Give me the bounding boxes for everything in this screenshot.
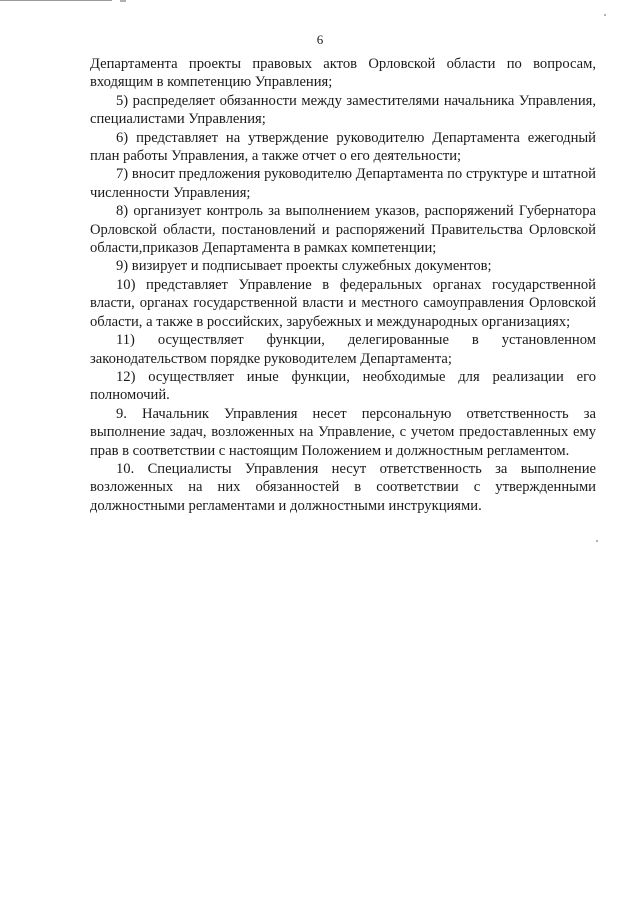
paragraph-item-11: 11) осуществляет функции, делегированные в установленном законодательством порядке руководителем Департамента; — [90, 332, 596, 367]
paragraph-continuation: Департамента проекты правовых актов Орловской области по вопросам, входящим в компетенцию Управления; — [90, 56, 596, 91]
paragraph-section-9: 9. Начальник Управления несет персональную ответственность за выполнение задач, возложенных на Управление, с учетом предоставленных ему прав в соответствии с настоящим Положением и должностным регламентом. — [90, 405, 596, 459]
scan-edge-line — [0, 0, 112, 4]
paragraph-item-5: 5) распределяет обязанности между заместителями начальника Управления, специалистами Управления; — [90, 92, 596, 128]
document-body — [90, 55, 596, 515]
paragraph-section-10: 10. Специалисты Управления несут ответственность за выполнение возложенных на них обязанностей в соответствии с утвержденными должностными регламентами и должностными инструкциями. — [90, 460, 596, 514]
paragraph-item-9: 9) визирует и подписывает проекты служебных документов; — [116, 258, 492, 275]
paragraph-item-6: 6) представляет на утверждение руководителю Департамента ежегодный план работы Управления, а также отчет о его деятельности; — [90, 129, 596, 165]
page-number: 6 — [316, 32, 324, 47]
scan-edge-mark — [120, 0, 126, 2]
scan-speck — [604, 14, 606, 16]
paragraph-item-8: 8) организует контроль за выполнением указов, распоряжений Губернатора Орловской области, постановлений и распоряжений Правительства Орловской области,приказов Департамента в рамках компетенции; — [90, 203, 596, 257]
scan-speck — [596, 540, 598, 542]
paragraph-item-12: 12) осуществляет иные функции, необходимые для реализации его полномочий. — [90, 368, 596, 404]
paragraph-item-10: 10) представляет Управление в федеральных органах государственной власти, органах государственной власти и местного самоуправления Орловской области, а также в российских, зарубежных и международных организациях; — [90, 276, 596, 330]
paragraph-item-7: 7) вносит предложения руководителю Департамента по структуре и штатной численности Управления; — [90, 166, 596, 201]
